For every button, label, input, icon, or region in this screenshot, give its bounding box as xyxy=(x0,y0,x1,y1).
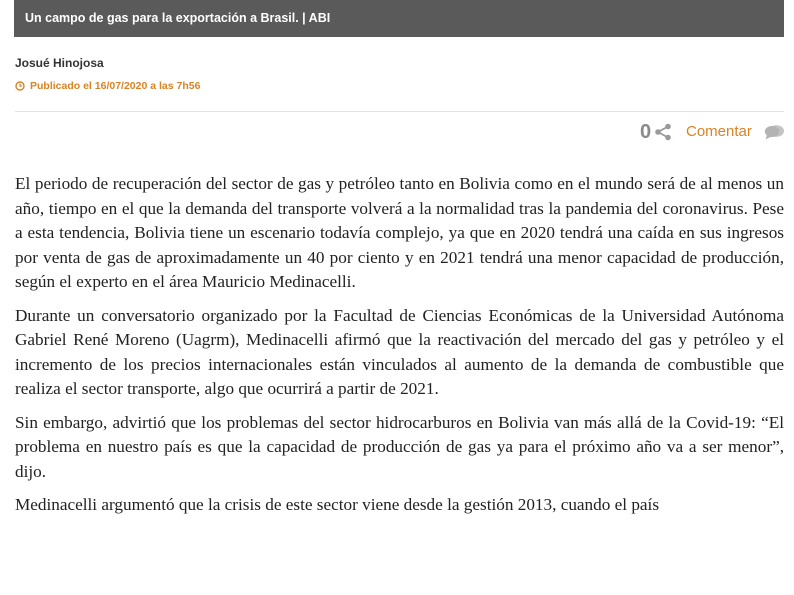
publish-date-text: Publicado el 16/07/2020 a las 7h56 xyxy=(30,80,201,92)
header-divider xyxy=(15,111,784,112)
image-caption: Un campo de gas para la exportación a Brasil. | ABI xyxy=(14,0,784,37)
article-paragraph: Sin embargo, advirtió que los problemas del sector hidrocarburos en Bolivia van más allá de la Covid-19: “El problema en nuestro país es que la capacidad de producción de gas ya para el próximo año va a ser menor”, dijo. xyxy=(15,412,784,481)
comment-button[interactable]: Comentar xyxy=(686,123,752,140)
publish-date xyxy=(15,80,200,92)
article-body xyxy=(15,172,784,527)
clock-icon xyxy=(15,81,25,91)
article-paragraph: Durante un conversatorio organizado por la Facultad de Ciencias Económicas de la Universidad Autónoma Gabriel René Moreno (Uagrm), Medinacelli afirmó que la reactivación del mercado del gas y petróleo y el incremento de los precios internacionales están vinculados al aumento de la demanda de combustible que realiza el sector transporte, algo que ocurrirá a partir de 2021. xyxy=(15,305,784,398)
author-name[interactable]: Josué Hinojosa xyxy=(15,56,104,70)
comment-icon[interactable] xyxy=(764,123,785,141)
share-icon[interactable] xyxy=(654,123,672,141)
article-paragraph: Medinacelli argumentó que la crisis de este sector viene desde la gestión 2013, cuando el país xyxy=(15,495,660,514)
article-paragraph: El periodo de recuperación del sector de gas y petróleo tanto en Bolivia como en el mundo será de al menos un año, tiempo en el que la demanda del transporte volverá a la normalidad tras la pandemia del coronavirus. Pese a esta tendencia, Bolivia tiene un escenario todavía complejo, ya que en 2020 tendrá una caída en sus ingresos por venta de gas de aproximadamente un 40 por ciento y en 2021 tendrá una menor capacidad de producción, según el experto en el área Mauricio Medinacelli. xyxy=(15,174,784,291)
share-count: 0 xyxy=(640,121,652,143)
